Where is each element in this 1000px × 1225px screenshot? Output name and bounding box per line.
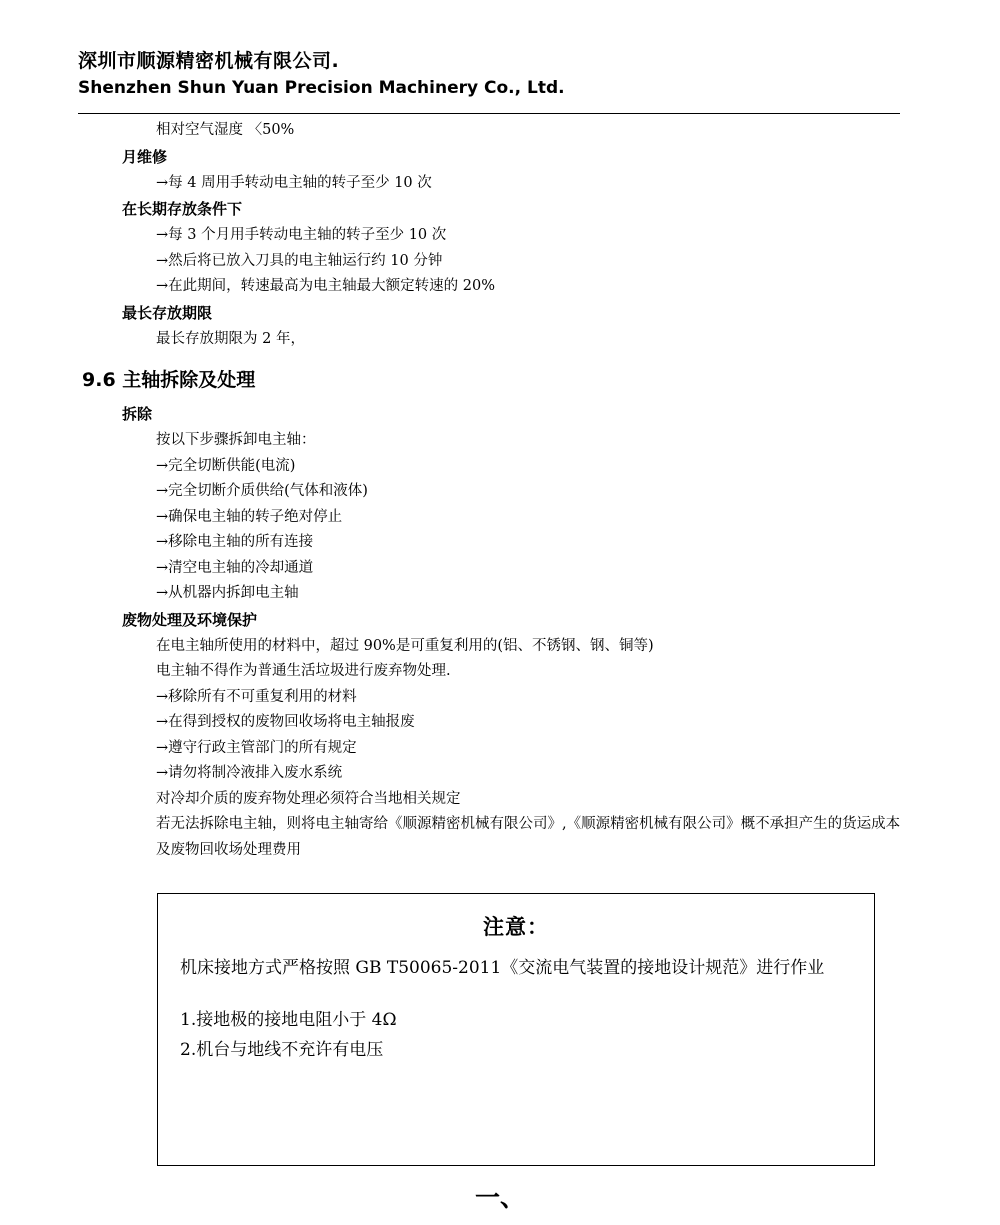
removal-item: →清空电主轴的冷却通道 (156, 559, 314, 576)
footer-mark: 一、 (474, 1183, 525, 1212)
longterm-storage-item: →在此期间，转速最高为电主轴最大额定转速的 20% (156, 278, 495, 294)
waste-item: →请勿将制冷液排入废水系统 (156, 765, 343, 781)
notice-item-1: 1.接地极的接地电阻小于 4Ω (180, 1010, 397, 1030)
waste-line: 对冷却介质的废弃物处理必须符合当地相关规定 (156, 790, 461, 807)
longterm-storage-item: →然后将已放入刀具的电主轴运行约 10 分钟 (156, 252, 443, 269)
removal-item: →确保电主轴的转子绝对停止 (156, 508, 343, 525)
section-title-9-6: 9.6 主轴拆除及处理 (82, 369, 256, 391)
waste-item: →遵守行政主管部门的所有规定 (156, 739, 357, 756)
company-name-en: Shenzhen Shun Yuan Precision Machinery Co., Ltd. (78, 78, 565, 98)
removal-item: →完全切断供能(电流) (156, 457, 296, 474)
company-name-cn: 深圳市顺源精密机械有限公司. (78, 50, 340, 72)
document-body (78, 118, 908, 863)
waste-line: 若无法拆除电主轴，则将电主轴寄给《顺源精密机械有限公司》,《顺源精密机械有限公司》概不承担产生的货运成本及废物回收场处理费用 (156, 816, 901, 858)
removal-item: →从机器内拆卸电主轴 (156, 585, 299, 601)
waste-line: 电主轴不得作为普通生活垃圾进行废弃物处理. (156, 663, 451, 679)
notice-item-2: 2.机台与地线不充许有电压 (180, 1040, 384, 1060)
max-storage-heading: 最长存放期限 (122, 303, 213, 322)
notice-text: 机床接地方式严格按照 GB T50065-2011《交流电气装置的接地设计规范》进行作业 (180, 958, 825, 978)
removal-item: →完全切断介质供给(气体和液体) (156, 483, 368, 499)
page-header (78, 48, 900, 100)
monthly-maintenance-heading: 月维修 (122, 147, 168, 166)
removal-intro: 按以下步骤拆卸电主轴： (156, 432, 316, 448)
max-storage-text: 最长存放期限为 2 年， (156, 330, 305, 347)
monthly-maintenance-item: →每 4 周用手转动电主轴的转子至少 10 次 (156, 174, 432, 191)
header-divider (78, 113, 900, 114)
removal-heading: 拆除 (122, 405, 153, 423)
waste-line: 在电主轴所使用的材料中，超过 90%是可重复利用的(铝、不锈钢、钢、铜等) (156, 637, 654, 654)
waste-item: →在得到授权的废物回收场将电主轴报废 (156, 714, 415, 730)
notice-box (157, 893, 875, 1166)
longterm-storage-item: →每 3 个月用手转动电主轴的转子至少 10 次 (156, 227, 447, 243)
removal-item: →移除电主轴的所有连接 (156, 534, 314, 550)
notice-title: 注意： (483, 914, 549, 939)
humidity-line: 相对空气湿度 〈50% (156, 122, 295, 138)
longterm-storage-heading: 在长期存放条件下 (122, 200, 243, 218)
waste-item: →移除所有不可重复利用的材料 (156, 688, 357, 705)
waste-handling-heading: 废物处理及环境保护 (122, 610, 258, 629)
